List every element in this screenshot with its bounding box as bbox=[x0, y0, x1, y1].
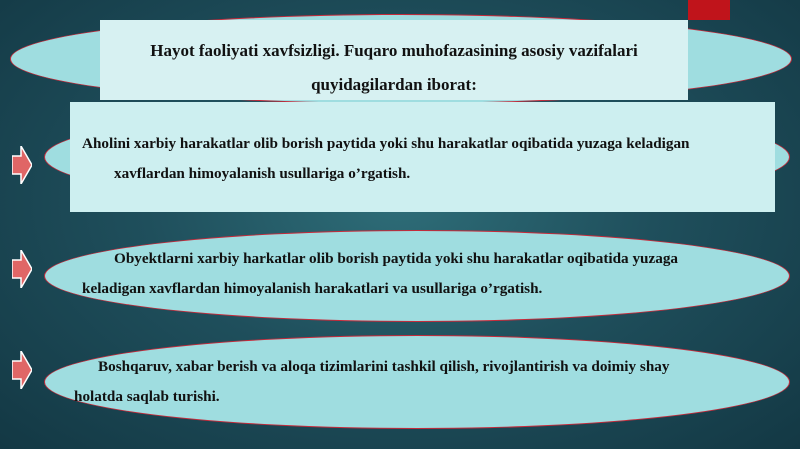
item-1-line-1: Aholini xarbiy harakatlar olib borish paytida yoki shu harakatlar oqibatida yuzaga keladigan bbox=[82, 135, 690, 152]
list-item-1 bbox=[70, 102, 775, 212]
arrow-right-icon bbox=[12, 351, 32, 389]
item-2-line-1: Obyektlarni xarbiy harkatlar olib borish paytida yoki shu harakatlar oqibatida yuzaga bbox=[114, 250, 679, 267]
arrow-right-icon bbox=[12, 250, 32, 288]
item-3-line-2: holatda saqlab turishi. bbox=[74, 388, 220, 405]
title-line-1: Hayot faoliyati xavfsizligi. Fuqaro muhofazasining asosiy vazifalari bbox=[150, 41, 638, 60]
item-3-line-1: Boshqaruv, xabar berish va aloqa tizimlarini tashkil qilish, rivojlantirish va doimiy shay bbox=[98, 358, 670, 375]
page-title bbox=[100, 20, 688, 100]
item-1-line-2: xavflardan himoyalanish usullariga o’rgatish. bbox=[114, 165, 411, 182]
list-item-2 bbox=[78, 234, 768, 300]
title-line-2: quyidagilardan iborat: bbox=[311, 75, 477, 94]
red-accent-tab bbox=[688, 0, 730, 20]
arrow-right-icon bbox=[12, 146, 32, 184]
item-2-line-2: keladigan xavflardan himoyalanish harakatlari va usullariga o’rgatish. bbox=[82, 280, 543, 297]
list-item-3 bbox=[70, 340, 760, 416]
